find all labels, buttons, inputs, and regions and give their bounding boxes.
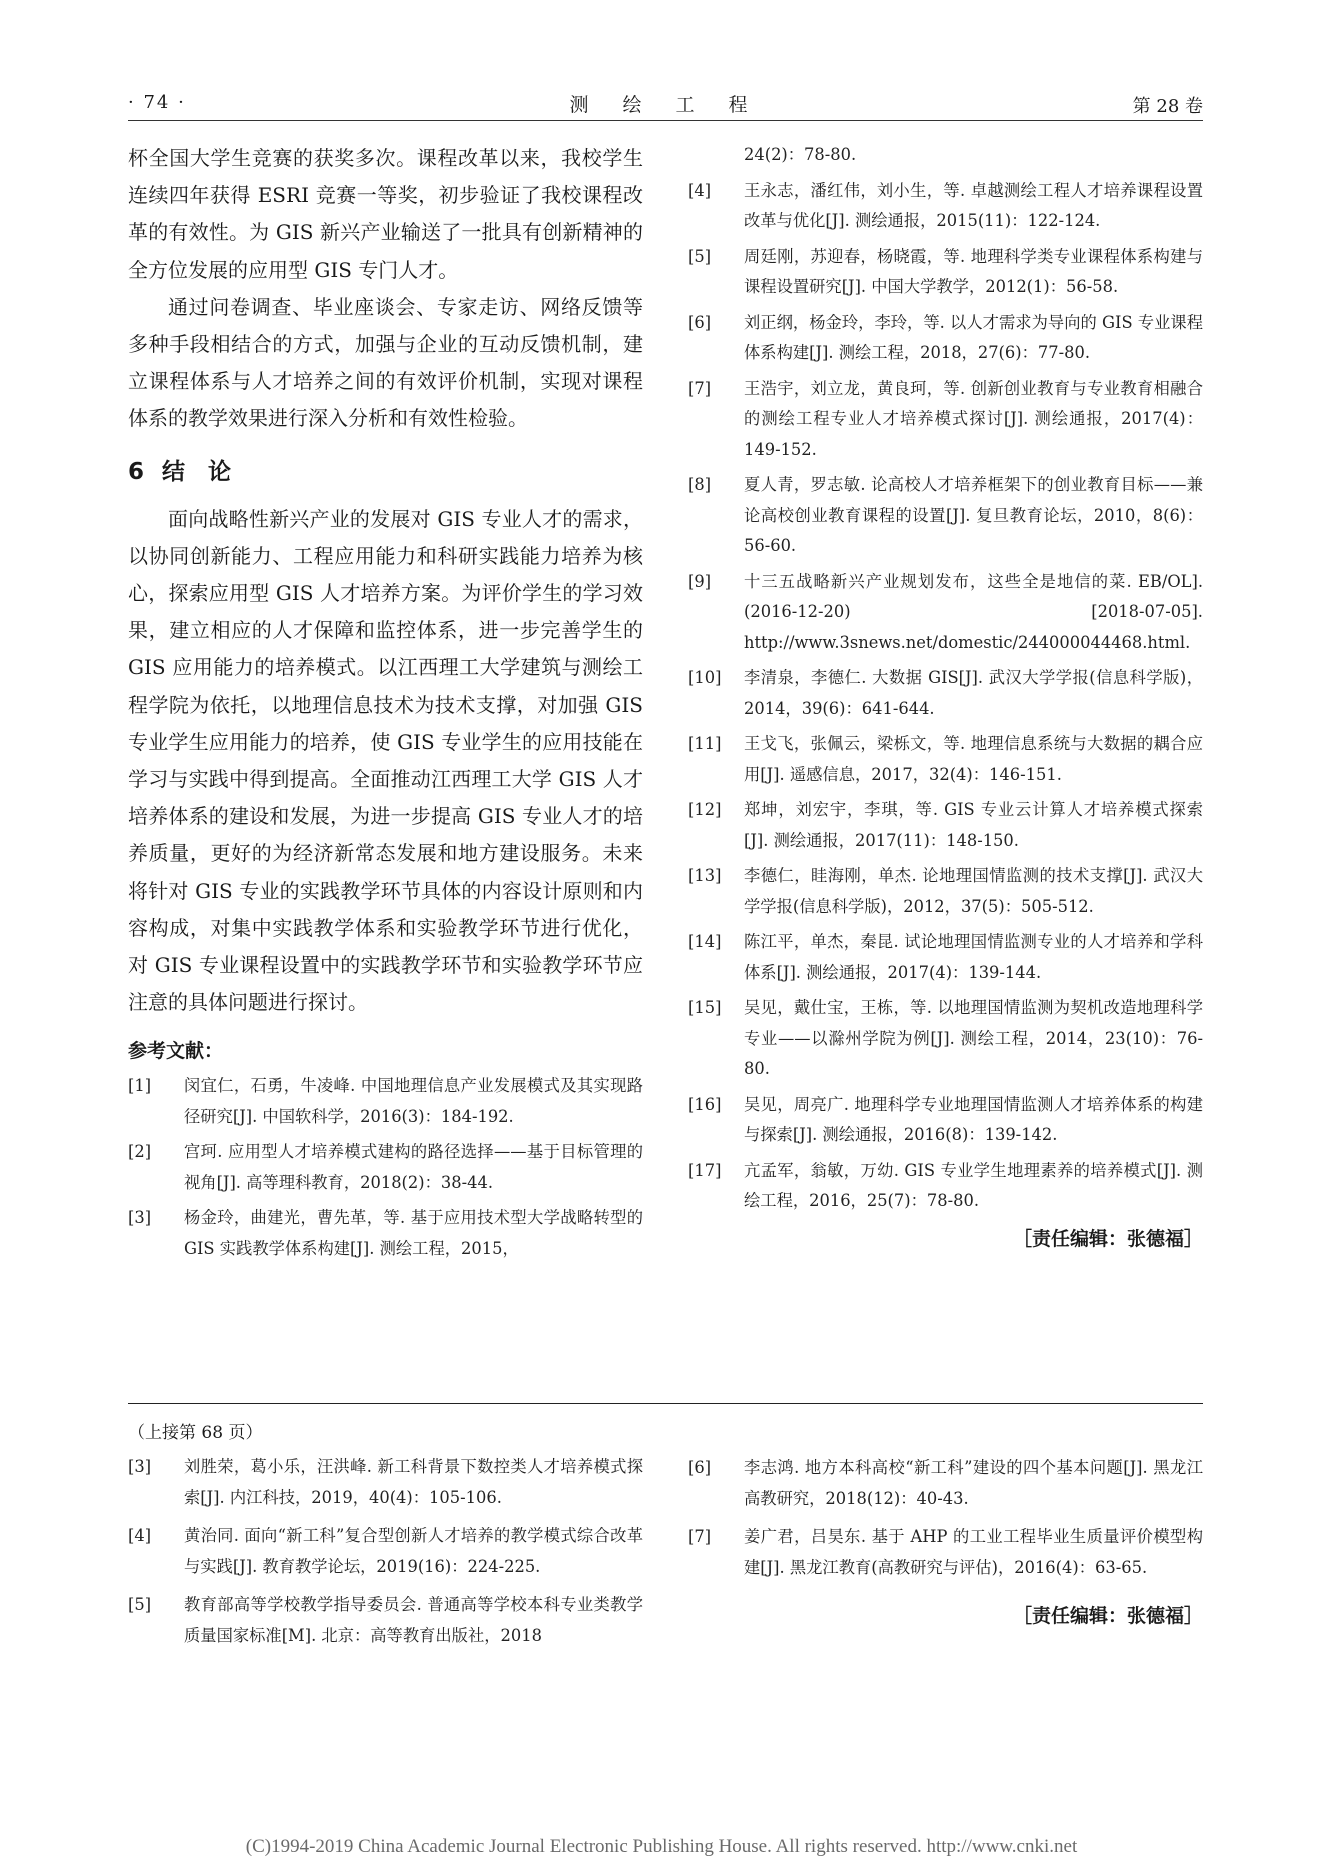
reference-continuation xyxy=(688,140,1203,176)
reference-item xyxy=(688,993,1203,1090)
section-number: 6 xyxy=(128,458,145,485)
reference-item xyxy=(688,242,1203,308)
reference-text: 吴见，周亮广. 地理科学专业地理国情监测人才培养体系的构建与探索[J]. 测绘通报，2016(8)：139-142. xyxy=(744,1094,1203,1144)
reference-item xyxy=(688,1453,1203,1522)
reference-index: [3] xyxy=(128,1208,152,1228)
reference-index: [14] xyxy=(688,932,722,951)
reference-text: 杨金玲，曲建光，曹先革，等. 基于应用技术型大学战略转型的 GIS 实践教学体系构建[J]. 测绘工程，2015， xyxy=(184,1208,643,1258)
reference-item xyxy=(128,1071,643,1137)
body-paragraph: 通过问卷调查、毕业座谈会、专家走访、网络反馈等多种手段相结合的方式，加强与企业的互动反馈机制，建立课程体系与人才培养之间的有效评价机制，实现对课程体系的教学效果进行深入分析和有效性检验。 xyxy=(128,294,643,431)
reference-item xyxy=(688,729,1203,795)
reference-index: [6] xyxy=(688,312,712,332)
references-heading: 参考文献： xyxy=(128,1040,224,1063)
reference-item xyxy=(128,1203,643,1269)
reference-item xyxy=(128,1452,643,1521)
reference-index: [5] xyxy=(688,246,712,266)
reference-text: 李德仁，眭海刚，单杰. 论地理国情监测的技术支撑[J]. 武汉大学学报(信息科学版)，2012，37(5)：505-512. xyxy=(744,866,1203,916)
reference-item xyxy=(688,663,1203,729)
reference-item xyxy=(688,927,1203,993)
reference-text: 郑坤，刘宏宇，李琪，等. GIS 专业云计算人才培养模式探索[J]. 测绘通报，2017(11)：148-150. xyxy=(744,800,1203,850)
reference-text: 刘正纲，杨金玲，李玲，等. 以人才需求为导向的 GIS 专业课程体系构建[J]. 测绘工程，2018，27(6)：77-80. xyxy=(744,312,1203,362)
reference-item xyxy=(128,1521,643,1590)
reference-item xyxy=(128,1137,643,1203)
reference-item xyxy=(688,374,1203,471)
reference-item xyxy=(688,861,1203,927)
reference-index: [5] xyxy=(128,1595,152,1614)
reference-text: 李清泉，李德仁. 大数据 GIS[J]. 武汉大学学报(信息科学版)，2014，39(6)：641-644. xyxy=(744,668,1203,718)
continued-from-note: （上接第 68 页） xyxy=(128,1423,263,1443)
reference-text: 王浩宇，刘立龙，黄良珂，等. 创新创业教育与专业教育相融合的测绘工程专业人才培养模式探讨[J]. 测绘通报，2017(4)：149-152. xyxy=(744,378,1203,459)
reference-text: 夏人青，罗志敏. 论高校人才培养框架下的创业教育目标——兼论高校创业教育课程的设置[J]. 复旦教育论坛，2010，8(6)：56-60. xyxy=(744,475,1203,555)
continued-right-column xyxy=(688,1453,1203,1631)
reference-index: [9] xyxy=(688,571,712,591)
reference-index: [7] xyxy=(688,1527,712,1546)
reference-text: 黄治同. 面向“新工科”复合型创新人才培养的教学模式综合改革与实践[J]. 教育教学论坛，2019(16)：224-225. xyxy=(184,1526,643,1576)
left-column xyxy=(128,140,643,1269)
reference-text: 王永志，潘红伟，刘小生，等. 卓越测绘工程人才培养课程设置改革与优化[J]. 测绘通报，2015(11)：122-124. xyxy=(744,180,1203,230)
header-rule xyxy=(128,120,1203,121)
reference-item xyxy=(688,308,1203,374)
reference-index: [6] xyxy=(688,1458,712,1477)
reference-index: [1] xyxy=(128,1076,152,1096)
reference-index: [11] xyxy=(688,734,722,753)
reference-text: 刘胜荣，葛小乐，汪洪峰. 新工科背景下数控类人才培养模式探索[J]. 内江科技，2019，40(4)：105-106. xyxy=(184,1457,643,1507)
section-divider xyxy=(128,1403,1203,1404)
reference-item xyxy=(688,1090,1203,1156)
reference-text: 教育部高等学校教学指导委员会. 普通高等学校本科专业类教学质量国家标准[M]. 北京：高等教育出版社，2018 xyxy=(184,1595,643,1645)
reference-text: 李志鸿. 地方本科高校“新工科”建设的四个基本问题[J]. 黑龙江高教研究，2018(12)：40-43. xyxy=(744,1458,1203,1508)
reference-index: [12] xyxy=(688,800,722,819)
reference-index: [4] xyxy=(688,180,712,200)
section-heading xyxy=(128,453,643,491)
reference-item xyxy=(688,470,1203,567)
reference-item xyxy=(688,1156,1203,1222)
reference-text: 宫珂. 应用型人才培养模式建构的路径选择——基于目标管理的视角[J]. 高等理科教育，2018(2)：38-44. xyxy=(184,1142,643,1192)
reference-text: 24(2)：78-80. xyxy=(744,145,857,164)
reference-index: [4] xyxy=(128,1526,152,1545)
reference-text: 亢孟军，翁敏，万幼. GIS 专业学生地理素养的培养模式[J]. 测绘工程，2016，25(7)：78-80. xyxy=(744,1160,1203,1210)
reference-index: [2] xyxy=(128,1142,152,1162)
body-paragraph: 面向战略性新兴产业的发展对 GIS 专业人才的需求，以协同创新能力、工程应用能力和科研实践能力培养为核心，探索应用型 GIS 人才培养方案。为评价学生的学习效果，建立相应的人才保障和监控体系，进一步完善学生的 GIS 应用能力的培养模式。以江西理工大学建筑与测绘工程学院为依托，以地理信息技术为技术支撑，对加强 GIS 专业学生应用能力的培养，使 GIS 专业学生的应用技能在学习与实践中得到提高。全面推动江西理工大学 GIS 人才培养体系的建设和发展，为进一步提高 GIS 专业人才的培养质量，更好的为经济新常态发展和地方建设服务。未来将针对 GIS 专业的实践教学环节具体的内容设计原则和内容构成，对集中实践教学体系和实验教学环节进行优化，对 GIS 专业课程设置中的实践教学环节和实验教学环节应注意的具体问题进行探讨。 xyxy=(128,506,643,1015)
editor-credit: ［责任编辑：张德福］ xyxy=(1012,1605,1203,1627)
right-column xyxy=(688,140,1203,1254)
reference-text: 吴见，戴仕宝，王栋，等. 以地理国情监测为契机改造地理科学专业——以滁州学院为例[J]. 测绘工程，2014，23(10)：76-80. xyxy=(744,998,1203,1078)
body-paragraph: 杯全国大学生竞赛的获奖多次。课程改革以来，我校学生连续四年获得 ESRI 竞赛一等奖，初步验证了我校课程改革的有效性。为 GIS 新兴产业输送了一批具有创新精神的全方位发展的应用型 GIS 专门人才。 xyxy=(128,146,643,282)
reference-index: [3] xyxy=(128,1457,152,1476)
copyright-footer: (C)1994-2019 China Academic Journal Electronic Publishing House. All rights reserved. http://www.cnki.net xyxy=(245,1836,1078,1857)
reference-text: 闵宜仁，石勇，牛凌峰. 中国地理信息产业发展模式及其实现路径研究[J]. 中国软科学，2016(3)：184-192. xyxy=(184,1076,643,1126)
reference-index: [15] xyxy=(688,998,722,1017)
reference-text: 陈江平，单杰，秦昆. 试论地理国情监测专业的人才培养和学科体系[J]. 测绘通报，2017(4)：139-144. xyxy=(744,932,1203,982)
reference-item xyxy=(688,176,1203,242)
reference-text: 周廷刚，苏迎春，杨晓霞，等. 地理科学类专业课程体系构建与课程设置研究[J]. 中国大学教学，2012(1)：56-58. xyxy=(744,246,1203,296)
reference-index: [7] xyxy=(688,378,712,398)
editor-credit: ［责任编辑：张德福］ xyxy=(1012,1227,1203,1250)
reference-text: 王戈飞，张佩云，梁栎文，等. 地理信息系统与大数据的耦合应用[J]. 遥感信息，2017，32(4)：146-151. xyxy=(744,734,1203,784)
reference-text: 姜广君，吕昊东. 基于 AHP 的工业工程毕业生质量评价模型构建[J]. 黑龙江教育(高教研究与评估)，2016(4)：63-65. xyxy=(744,1527,1203,1577)
volume-label: 第 28 卷 xyxy=(1132,96,1203,117)
section-title: 结 论 xyxy=(162,458,231,485)
reference-index: [10] xyxy=(688,668,722,687)
reference-index: [16] xyxy=(688,1094,722,1114)
journal-title: 测 绘 工 程 xyxy=(569,94,762,116)
reference-item xyxy=(688,567,1203,664)
reference-item xyxy=(688,795,1203,861)
reference-text: 十三五战略新兴产业规划发布，这些全是地信的菜. EB/OL]. (2016-12-20) [2018-07-05]. http://www.3snews.net/domestic/244000044468.html. xyxy=(744,571,1203,652)
running-header xyxy=(128,88,1203,120)
reference-item xyxy=(128,1590,643,1659)
reference-index: [8] xyxy=(688,475,712,494)
continued-left-column xyxy=(128,1418,643,1659)
reference-index: [13] xyxy=(688,866,722,885)
page-number: · 74 · xyxy=(128,92,186,113)
reference-item xyxy=(688,1522,1203,1591)
reference-index: [17] xyxy=(688,1160,722,1180)
